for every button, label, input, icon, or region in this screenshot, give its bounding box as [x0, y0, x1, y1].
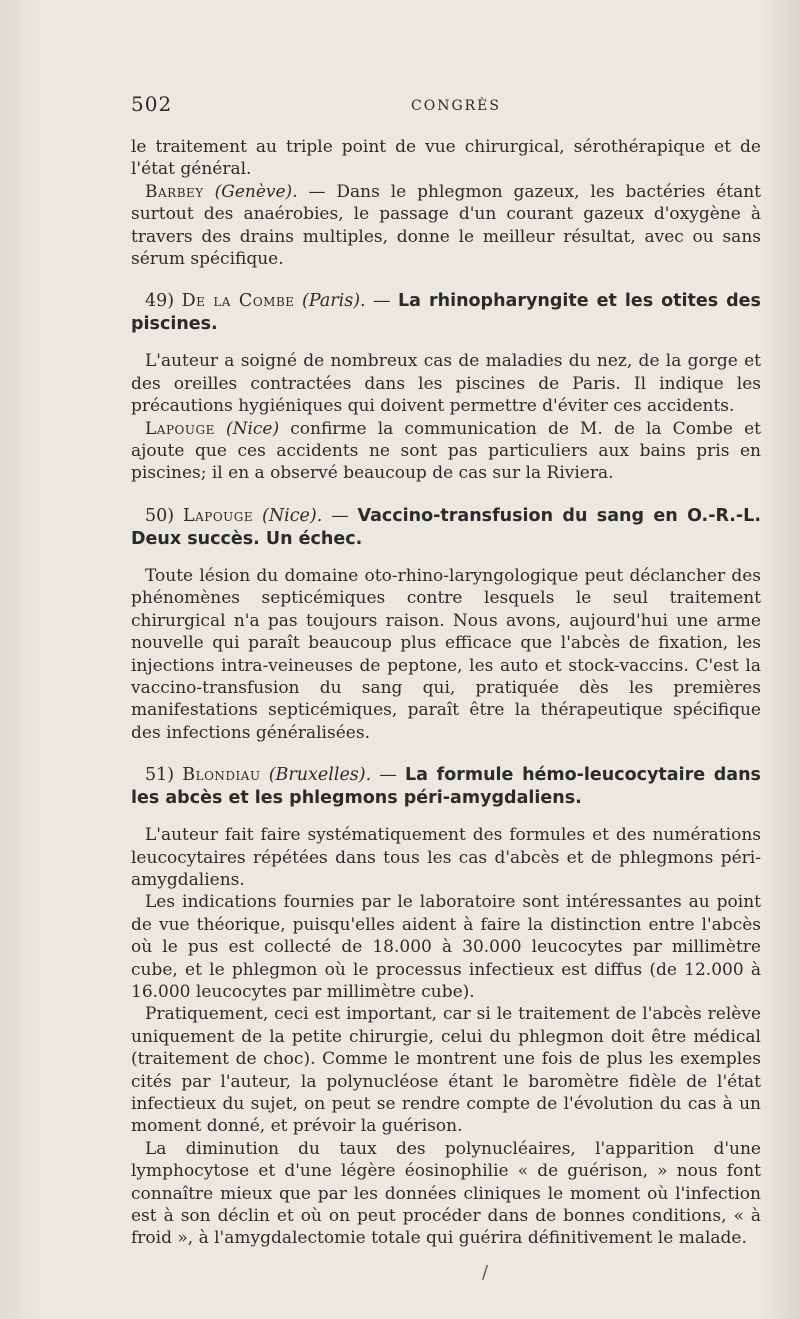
intro-barbey-paragraph — [131, 181, 761, 271]
entry-dash: — — [371, 765, 405, 786]
page-number: 502 — [131, 92, 173, 116]
footer-mark: / — [482, 1262, 489, 1283]
entry-51-paragraph-4: La diminution du taux des polynucléaires, l'apparition d'une lymphocytose et d'une légère éosinophilie « de guérison, » nous font connaître mieux que par les données cliniques le moment où l'infection est à son déclin et où on peut procéder dans de bonnes conditions, « à froid », à l'amygdalectomie totale qui guérira définitivement le malade. — [131, 1138, 761, 1249]
paragraph-text: — Dans le phlegmon gazeux, les bactéries étant surtout des anaérobies, le passage d'un courant gazeux d'oxygène à travers des drains multiples, donne le meilleur résultat, avec ou sans sérum spécifique. — [131, 181, 762, 270]
entry-author: Lapouge — [182, 505, 254, 526]
entry-city: (Nice). — [262, 505, 323, 526]
entry-city: (Paris). — [302, 291, 366, 312]
paragraph-text: confirme la communication de M. de la Combe et ajoute que ces accidents ne sont pas particuliers aux bains pris en piscines; il en a observé beaucoup de cas sur la Riviera. — [131, 418, 761, 484]
intro-paragraph: le traitement au triple point de vue chirurgical, sérothérapique et de l'état général. — [131, 137, 761, 180]
entry-title: La rhinopharyngite et les otites des piscines. — [131, 291, 761, 335]
entry-author: De la Combe — [181, 291, 295, 312]
entry-city: (Bruxelles). — [268, 765, 372, 786]
entry-author: Blondiau — [182, 765, 261, 786]
author-name: Barbey — [145, 181, 204, 202]
entry-number: 50) — [145, 505, 175, 526]
page-body — [131, 136, 761, 1250]
entry-title: Vaccino-transfusion du sang en O.-R.-L. Deux succès. Un échec. — [131, 505, 761, 549]
entry-title: La formule hémo-leucocytaire dans les abcès et les phlegmons péri-amygdaliens. — [131, 765, 761, 809]
entry-dash: — — [322, 505, 358, 526]
entry-50-heading — [131, 505, 761, 551]
author-city: (Nice) — [225, 418, 280, 439]
page-header — [131, 92, 761, 120]
entry-49-lapouge-paragraph — [131, 418, 761, 485]
entry-51-heading — [131, 764, 761, 810]
entry-51-paragraph-1: L'auteur fait faire systématiquement des formules et des numérations leucocytaires répétées dans tous les cas d'abcès et de phlegmons péri-amygdaliens. — [131, 825, 761, 890]
entry-51-paragraph-2: Les indications fournies par le laboratoire sont intéressantes au point de vue théorique, puisqu'elles aident à faire la distinction entre l'abcès où le pus est collecté de 18.000 à 30.000 leucocytes par millimètre cube, et le phlegmon où le processus infectieux est diffus (de 12.000 à 16.000 leucocytes par millimètre cube). — [131, 892, 761, 1002]
running-head: CONGRÈS — [411, 98, 501, 114]
author-city: (Genève). — [214, 181, 298, 202]
author-name: Lapouge — [145, 418, 215, 439]
entry-50-paragraph: Toute lésion du domaine oto-rhino-laryngologique peut déclancher des phénomènes septicémiques contre lesquels le seul traitement chirurgical n'a pas toujours raison. Nous avons, aujourd'hui une arme nouvelle qui paraît beaucoup plus efficace que l'abcès de fixation, les injections intra-veineuses de peptone, les auto et stock-vaccins. C'est la vaccino-transfusion du sang qui, pratiquée dès les premières manifestations septicémiques, paraît être la thérapeutique spécifique des infections généralisées. — [131, 565, 761, 743]
entry-dash: — — [365, 291, 399, 312]
entry-49-paragraph: L'auteur a soigné de nombreux cas de maladies du nez, de la gorge et des oreilles contractées dans les piscines de Paris. Il indique les précautions hygiéniques qui doivent permettre d'éviter ces accidents. — [131, 351, 761, 417]
entry-number: 51) — [145, 765, 175, 786]
entry-49-heading — [131, 290, 761, 336]
entry-number: 49) — [145, 291, 175, 312]
entry-51-paragraph-3: Pratiquement, ceci est important, car si le traitement de l'abcès relève uniquement de la petite chirurgie, celui du phlegmon doit être médical (traitement de choc). Comme le montrent une fois de plus les exemples cités par l'auteur, la polynucléose étant le baromètre fidèle de l'état infectieux du sujet, on peut se rendre compte de l'évolution du cas à un moment donné, et prévoir la guérison. — [131, 1004, 761, 1137]
